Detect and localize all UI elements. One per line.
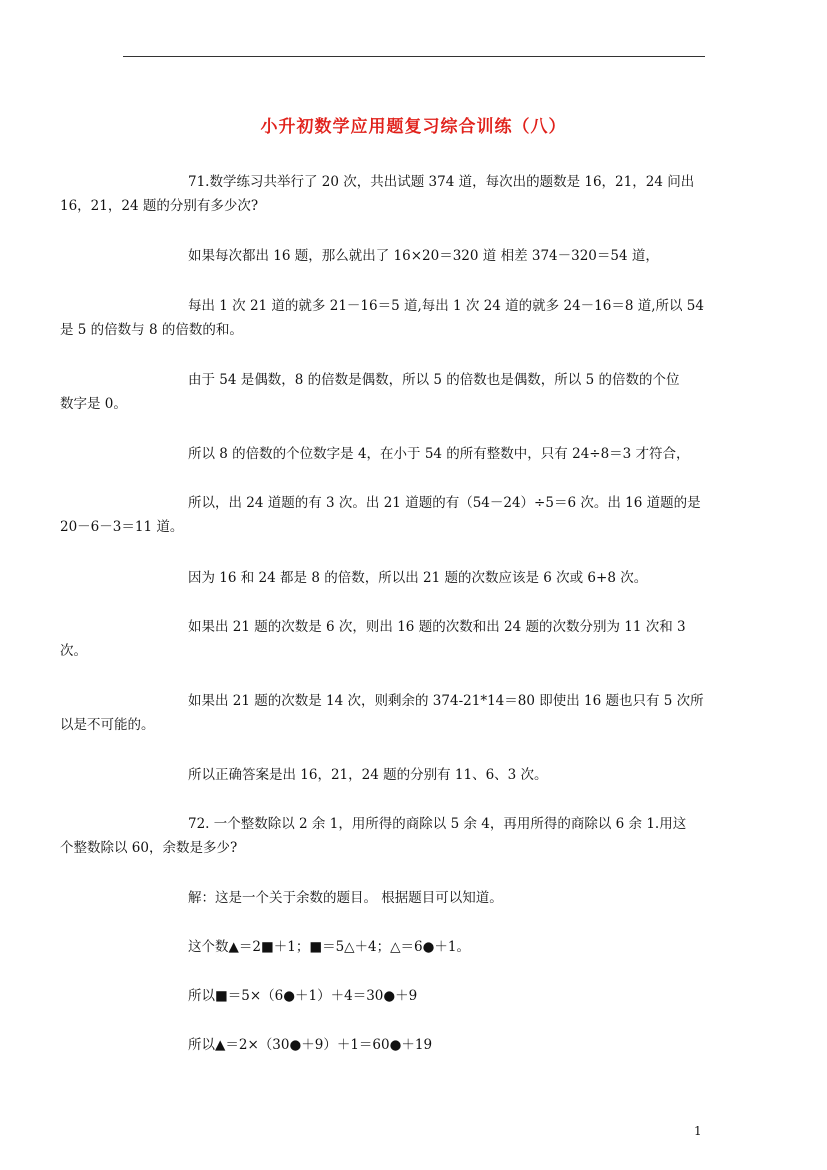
paragraph-line: 解：这是一个关于余数的题目。 根据题目可以知道。 xyxy=(188,890,503,906)
paragraph-6 xyxy=(60,491,704,539)
header-rule xyxy=(123,56,705,57)
page-number: 1 xyxy=(694,1124,702,1138)
paragraph-10 xyxy=(124,763,704,787)
paragraph-7 xyxy=(124,566,704,590)
paragraph-line: 个整数除以 60，余数是多少? xyxy=(60,840,238,856)
paragraph-2 xyxy=(124,244,704,268)
paragraph-line: 次。 xyxy=(60,643,87,659)
paragraph-line: 72. 一个整数除以 2 余 1，用所得的商除以 5 余 4，再用所得的商除以 6 余 1.用这 xyxy=(188,816,687,832)
paragraph-line: 每出 1 次 21 道的就多 21－16＝5 道,每出 1 次 24 道的就多 24－16＝8 道,所以 54 xyxy=(188,298,704,314)
paragraph-line: 如果每次都出 16 题，那么就出了 16×20＝320 道 相差 374－320＝54 道， xyxy=(188,248,659,264)
paragraph-line: 所以正确答案是出 16，21，24 题的分别有 11、6、3 次。 xyxy=(188,767,548,783)
paragraph-line: 如果出 21 题的次数是 6 次，则出 16 题的次数和出 24 题的次数分别为 11 次和 3 xyxy=(188,619,686,635)
paragraph-line: 20－6－3＝11 道。 xyxy=(60,519,184,535)
paragraph-line: 所以 8 的倍数的个位数字是 4，在小于 54 的所有整数中，只有 24÷8＝3 才符合， xyxy=(188,446,690,462)
paragraph-line: 以是不可能的。 xyxy=(60,717,155,733)
paragraph-line: 这个数▲＝2■＋1；■＝5△＋4；△＝6●＋1。 xyxy=(188,939,470,955)
paragraph-line: 所以，出 24 道题的有 3 次。出 21 道题的有（54－24）÷5＝6 次。出 16 道题的是 xyxy=(188,495,701,511)
paragraph-4 xyxy=(60,368,704,416)
paragraph-line: 所以▲＝2×（30●＋9）＋1＝60●＋19 xyxy=(188,1037,433,1053)
paragraph-9 xyxy=(60,689,704,737)
paragraph-line: 如果出 21 题的次数是 14 次，则剩余的 374-21*14＝80 即使出 16 题也只有 5 次所 xyxy=(188,693,704,709)
paragraph-12 xyxy=(124,886,704,910)
paragraph-line: 16，21，24 题的分别有多少次? xyxy=(60,198,259,214)
paragraph-line: 所以■＝5×（6●＋1）＋4＝30●＋9 xyxy=(188,988,418,1004)
paragraph-8 xyxy=(60,615,704,663)
paragraph-3 xyxy=(60,294,704,342)
page-title: 小升初数学应用题复习综合训练（八） xyxy=(260,117,567,137)
paragraph-13 xyxy=(124,935,704,959)
paragraph-line: 因为 16 和 24 都是 8 的倍数，所以出 21 题的次数应该是 6 次或 6+8 次。 xyxy=(188,570,648,586)
paragraph-line: 71.数学练习共举行了 20 次，共出试题 374 道，每次出的题数是 16，21，24 问出 xyxy=(188,174,695,190)
paragraph-line: 是 5 的倍数与 8 的倍数的和。 xyxy=(60,322,243,338)
paragraph-1 xyxy=(60,170,704,218)
paragraph-5 xyxy=(124,442,704,466)
paragraph-11 xyxy=(60,812,704,860)
paragraph-line: 由于 54 是偶数，8 的倍数是偶数，所以 5 的倍数也是偶数，所以 5 的倍数的个位 xyxy=(188,372,680,388)
paragraph-14 xyxy=(124,984,704,1008)
paragraph-line: 数字是 0。 xyxy=(60,396,127,412)
paragraph-15 xyxy=(124,1033,704,1057)
